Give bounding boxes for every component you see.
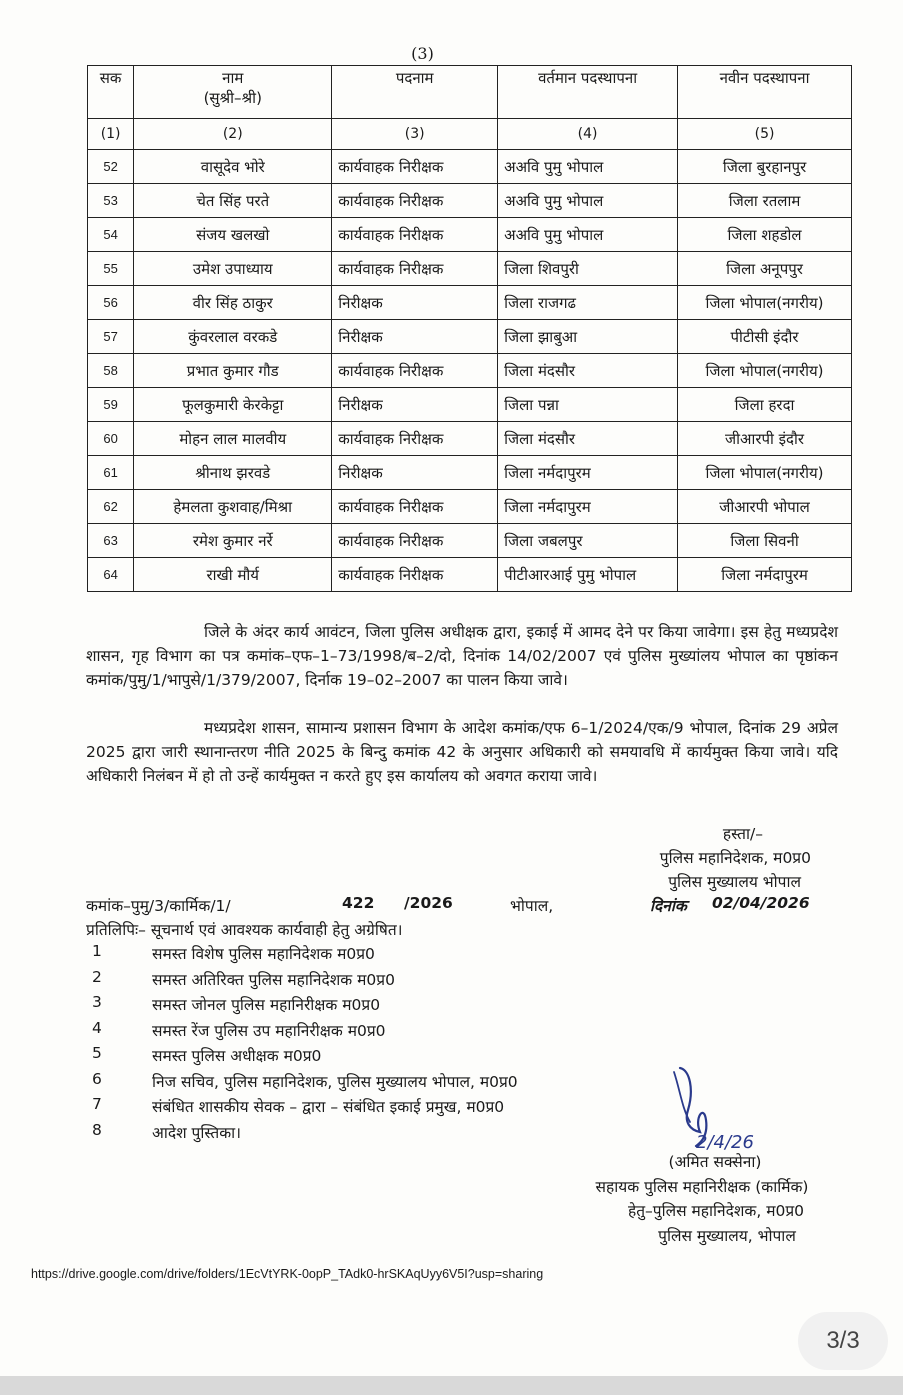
row-current-posting: जिला पन्ना bbox=[498, 388, 678, 422]
row-name: रमेश कुमार नर्रे bbox=[134, 524, 332, 558]
row-new-posting: जिला भोपाल(नगरीय) bbox=[678, 354, 852, 388]
row-designation: कार्यवाहक निरीक्षक bbox=[332, 354, 498, 388]
copy-item-number: 4 bbox=[92, 1018, 102, 1037]
row-name: फूलकुमारी केरकेट्टा bbox=[134, 388, 332, 422]
page-indicator: 3/3 bbox=[798, 1312, 888, 1370]
header-name bbox=[134, 66, 332, 119]
row-new-posting: जिला नर्मदापुरम bbox=[678, 558, 852, 592]
copy-item-text: निज सचिव, पुलिस महानिदेशक, पुलिस मुख्यालय भोपाल, म0प्र0 bbox=[152, 1072, 518, 1091]
row-current-posting: अअवि पुमु भोपाल bbox=[498, 184, 678, 218]
header-name-sub: (सुश्री–श्री) bbox=[203, 89, 262, 107]
table-row bbox=[88, 252, 852, 286]
copy-item-number: 2 bbox=[92, 967, 102, 986]
col-num: (5) bbox=[678, 119, 852, 150]
table-row bbox=[88, 150, 852, 184]
row-name: संजय खलखो bbox=[134, 218, 332, 252]
row-sno: 54 bbox=[88, 218, 134, 252]
column-number-row bbox=[88, 119, 852, 150]
table-row bbox=[88, 354, 852, 388]
signatory-name: (अमित सक्सेना) bbox=[668, 1153, 762, 1171]
date-label: दिनांक bbox=[650, 897, 687, 915]
order-year: /2026 bbox=[404, 894, 453, 912]
row-sno: 52 bbox=[88, 150, 134, 184]
order-no-prefix: कमांक–पुमु/3/कार्मिक/1/ bbox=[86, 897, 231, 915]
row-name: प्रभात कुमार गौड bbox=[134, 354, 332, 388]
transfer-table bbox=[87, 65, 852, 592]
row-name: राखी मौर्य bbox=[134, 558, 332, 592]
row-name: हेमलता कुशवाह/मिश्रा bbox=[134, 490, 332, 524]
row-new-posting: जिला बुरहानपुर bbox=[678, 150, 852, 184]
copy-heading: प्रतिलिपिः– सूचनार्थ एवं आवश्यक कार्यवाही हेतु अग्रेषित। bbox=[86, 921, 403, 939]
copy-item-text: समस्त जोनल पुलिस महानिरीक्षक म0प्र0 bbox=[152, 996, 381, 1014]
copy-item-number: 8 bbox=[92, 1120, 102, 1139]
row-designation: कार्यवाहक निरीक्षक bbox=[332, 558, 498, 592]
header-new-posting: नवीन पदस्थापना bbox=[678, 66, 852, 119]
row-designation: निरीक्षक bbox=[332, 388, 498, 422]
row-new-posting: जिला भोपाल(नगरीय) bbox=[678, 456, 852, 490]
copy-item-number: 5 bbox=[92, 1044, 102, 1062]
signature-mark bbox=[660, 1060, 780, 1160]
order-city: भोपाल, bbox=[510, 897, 554, 915]
signatory-block bbox=[552, 1150, 852, 1248]
row-designation: निरीक्षक bbox=[332, 286, 498, 320]
row-designation: कार्यवाहक निरीक्षक bbox=[332, 218, 498, 252]
copy-item-number: 1 bbox=[92, 942, 102, 960]
row-new-posting: जिला शहडोल bbox=[678, 218, 852, 252]
row-current-posting: पीटीआरआई पुमु भोपाल bbox=[498, 558, 678, 592]
paragraph-relieving: मध्यप्रदेश शासन, सामान्य प्रशासन विभाग के आदेश कमांक/एफ 6–1/2024/एक/9 भोपाल, दिनांक 29 अप्रेल 2025 द्वारा जारी स्थानान्तरण नीति 2025 के बिन्दु कमांक 42 के अनुसार अधिकारी को समयावधि में कार्यमुक्त किया जावे। यदि अधिकारी निलंबन में हो तो उन्हें कार्यमुक्त न करते हुए इस कार्यालय को अवगत कराया जावे। bbox=[86, 719, 838, 785]
row-designation: कार्यवाहक निरीक्षक bbox=[332, 524, 498, 558]
drive-link[interactable]: https://drive.google.com/drive/folders/1EcVtYRK-0opP_TAdk0-hrSKAqUyy6V5I?usp=sharing bbox=[31, 1267, 544, 1281]
row-current-posting: अअवि पुमु भोपाल bbox=[498, 150, 678, 184]
row-current-posting: जिला राजगढ bbox=[498, 286, 678, 320]
row-new-posting: जीआरपी भोपाल bbox=[678, 490, 852, 524]
row-current-posting: जिला मंदसौर bbox=[498, 354, 678, 388]
row-sno: 59 bbox=[88, 388, 134, 422]
row-sno: 56 bbox=[88, 286, 134, 320]
row-designation: कार्यवाहक निरीक्षक bbox=[332, 490, 498, 524]
row-designation: निरीक्षक bbox=[332, 456, 498, 490]
header-designation: पदनाम bbox=[332, 66, 498, 119]
header-name-label: नाम bbox=[222, 69, 244, 87]
row-name: उमेश उपाध्याय bbox=[134, 252, 332, 286]
header-sno: सक bbox=[88, 66, 134, 119]
table-row bbox=[88, 184, 852, 218]
table-row bbox=[88, 524, 852, 558]
table-row bbox=[88, 558, 852, 592]
row-sno: 57 bbox=[88, 320, 134, 354]
bottom-edge bbox=[0, 1376, 903, 1395]
row-current-posting: जिला जबलपुर bbox=[498, 524, 678, 558]
row-designation: कार्यवाहक निरीक्षक bbox=[332, 184, 498, 218]
row-designation: कार्यवाहक निरीक्षक bbox=[332, 422, 498, 456]
copy-item-number: 7 bbox=[92, 1095, 102, 1113]
col-num: (3) bbox=[332, 119, 498, 150]
signed-line1: हस्ता/– bbox=[722, 825, 763, 843]
row-current-posting: जिला नर्मदापुरम bbox=[498, 490, 678, 524]
row-current-posting: जिला मंदसौर bbox=[498, 422, 678, 456]
table-row bbox=[88, 422, 852, 456]
table-row bbox=[88, 218, 852, 252]
col-num: (4) bbox=[498, 119, 678, 150]
row-sno: 58 bbox=[88, 354, 134, 388]
page-number: (3) bbox=[411, 44, 434, 63]
paragraph-allotment: जिले के अंदर कार्य आवंटन, जिला पुलिस अधीक्षक द्वारा, इकाई में आमद देने पर किया जावेगा। इस हेतु मध्यप्रदेश शासन, गृह विभाग का पत्र कमांक–एफ–1–73/1998/ब–2/दो, दिनांक 14/02/2007 एवं पुलिस मुख्यांलय भोपाल का पृष्ठांकन कमांक/पुमु/1/भापुसे/1/379/2007, दिर्नाक 19–02–2007 का पालन किया जावे। bbox=[86, 623, 838, 689]
row-designation: निरीक्षक bbox=[332, 320, 498, 354]
row-new-posting: जीआरपी इंदौर bbox=[678, 422, 852, 456]
order-number: 422 bbox=[342, 894, 375, 912]
table-row bbox=[88, 388, 852, 422]
table-row bbox=[88, 456, 852, 490]
signatory-office: पुलिस मुख्यालय, भोपाल bbox=[658, 1226, 796, 1245]
copy-item-number: 6 bbox=[92, 1069, 102, 1088]
row-sno: 63 bbox=[88, 524, 134, 558]
row-sno: 61 bbox=[88, 456, 134, 490]
row-name: श्रीनाथ झरवडे bbox=[134, 456, 332, 490]
row-new-posting: जिला अनूपपुर bbox=[678, 252, 852, 286]
row-current-posting: जिला झाबुआ bbox=[498, 320, 678, 354]
copy-item-text: समस्त पुलिस अधीक्षक म0प्र0 bbox=[152, 1047, 322, 1065]
copy-item-text: समस्त विशेष पुलिस महानिदेशक म0प्र0 bbox=[152, 945, 375, 963]
copy-item-text: समस्त रेंज पुलिस उप महानिरीक्षक म0प्र0 bbox=[152, 1021, 386, 1040]
row-new-posting: जिला हरदा bbox=[678, 388, 852, 422]
col-num: (1) bbox=[88, 119, 134, 150]
row-sno: 60 bbox=[88, 422, 134, 456]
copy-item-text: आदेश पुस्तिका। bbox=[152, 1123, 242, 1142]
copy-item-number: 3 bbox=[92, 993, 102, 1011]
signatory-for: हेतु–पुलिस महानिदेशक, म0प्र0 bbox=[627, 1202, 805, 1220]
row-new-posting: जिला सिवनी bbox=[678, 524, 852, 558]
table-header-row bbox=[88, 66, 852, 119]
row-name: वासूदेव भोरे bbox=[134, 150, 332, 184]
row-current-posting: जिला शिवपुरी bbox=[498, 252, 678, 286]
row-name: चेत सिंह परते bbox=[134, 184, 332, 218]
date-value: 02/04/2026 bbox=[712, 894, 810, 912]
row-sno: 64 bbox=[88, 558, 134, 592]
col-num: (2) bbox=[134, 119, 332, 150]
header-current-posting: वर्तमान पदस्थापना bbox=[498, 66, 678, 119]
table-row bbox=[88, 320, 852, 354]
row-designation: कार्यवाहक निरीक्षक bbox=[332, 150, 498, 184]
row-sno: 62 bbox=[88, 490, 134, 524]
row-name: मोहन लाल मालवीय bbox=[134, 422, 332, 456]
table-row bbox=[88, 286, 852, 320]
row-new-posting: जिला रतलाम bbox=[678, 184, 852, 218]
row-current-posting: अअवि पुमु भोपाल bbox=[498, 218, 678, 252]
copy-item-text: समस्त अतिरिक्त पुलिस महानिदेशक म0प्र0 bbox=[152, 970, 395, 989]
signature-date: 2/4/26 bbox=[696, 1132, 754, 1153]
row-sno: 53 bbox=[88, 184, 134, 218]
row-current-posting: जिला नर्मदापुरम bbox=[498, 456, 678, 490]
row-name: वीर सिंह ठाकुर bbox=[134, 286, 332, 320]
row-designation: कार्यवाहक निरीक्षक bbox=[332, 252, 498, 286]
copy-item-text: संबंधित शासकीय सेवक – द्वारा – संबंधित इकाई प्रमुख, म0प्र0 bbox=[152, 1098, 505, 1116]
row-new-posting: पीटीसी इंदौर bbox=[678, 320, 852, 354]
table-row bbox=[88, 490, 852, 524]
row-name: कुंवरलाल वरकडे bbox=[134, 320, 332, 354]
signed-line3: पुलिस मुख्यालय भोपाल bbox=[668, 873, 801, 891]
row-sno: 55 bbox=[88, 252, 134, 286]
signed-line2: पुलिस महानिदेशक, म0प्र0 bbox=[659, 849, 811, 867]
signatory-designation: सहायक पुलिस महानिरीक्षक (कार्मिक) bbox=[595, 1177, 809, 1196]
row-new-posting: जिला भोपाल(नगरीय) bbox=[678, 286, 852, 320]
